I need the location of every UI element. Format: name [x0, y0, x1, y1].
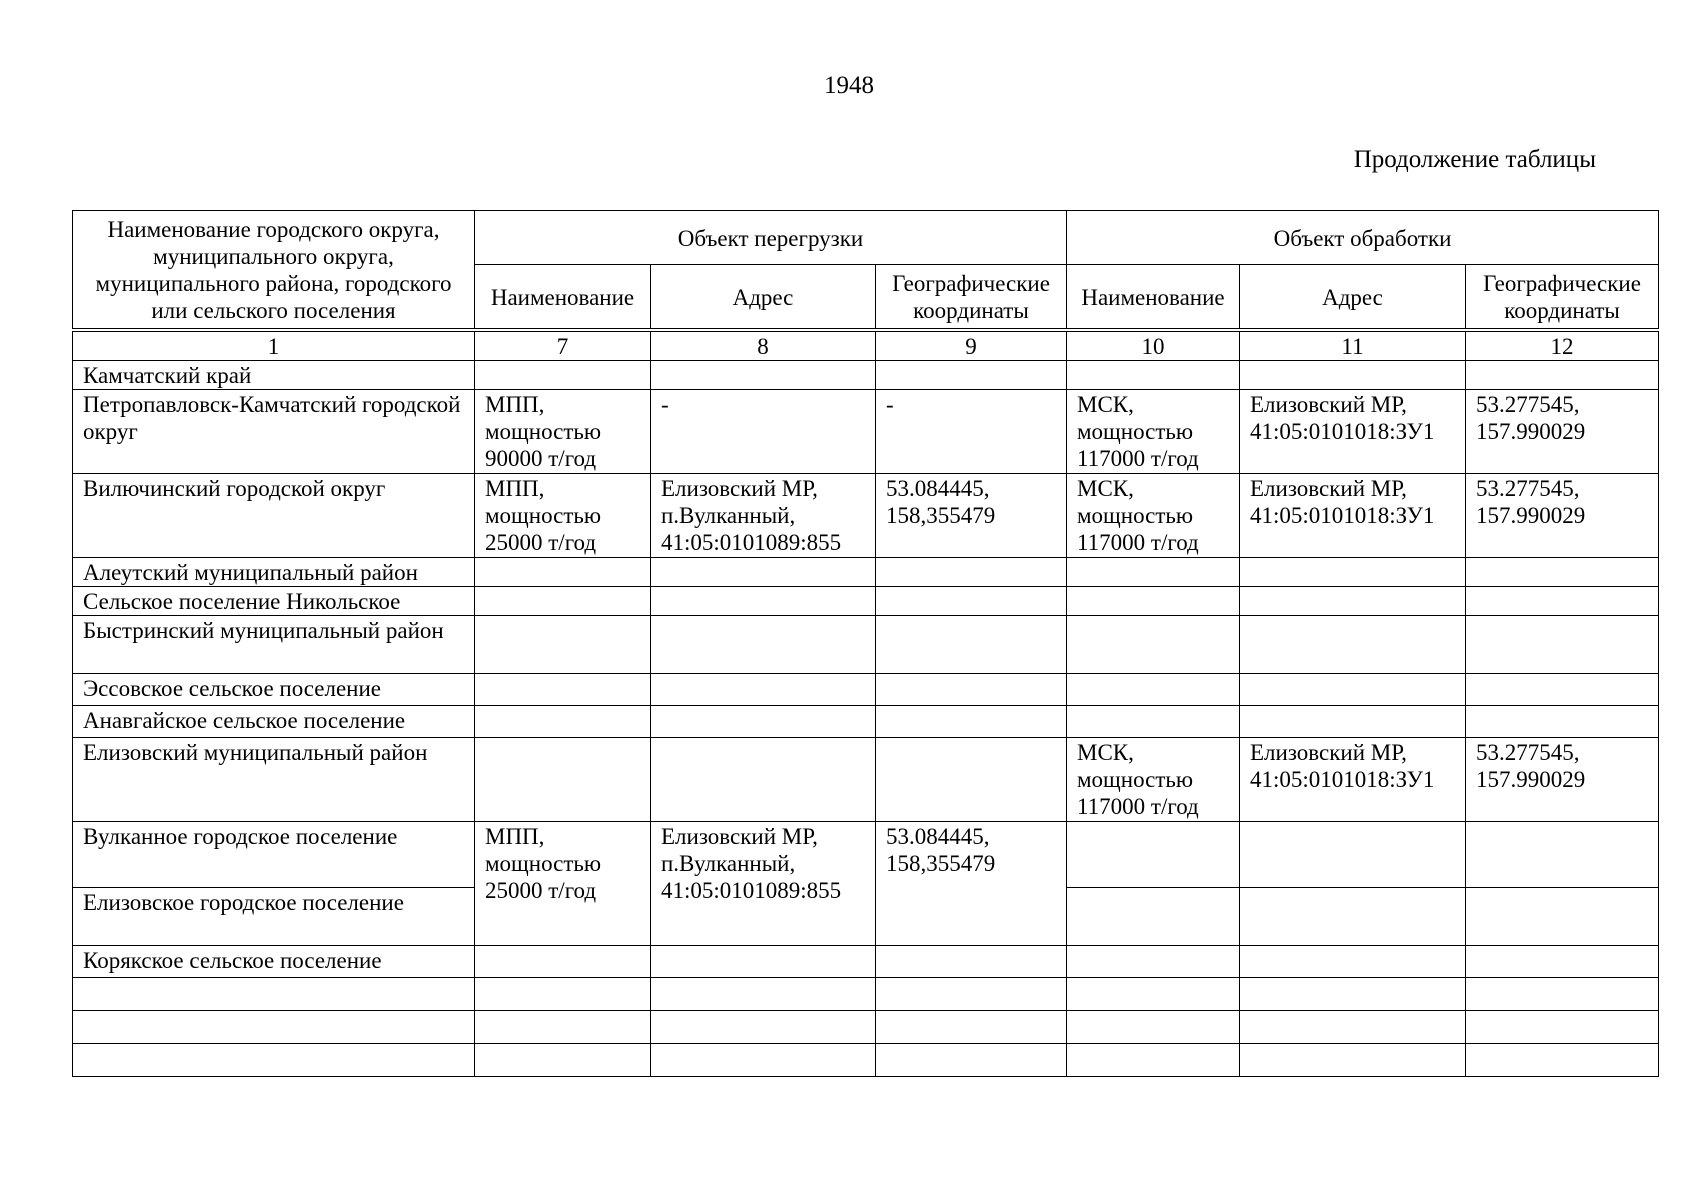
cell-transfer-address [651, 946, 876, 978]
empty-cell [1466, 1011, 1659, 1044]
cell-processing-coords [1466, 888, 1659, 946]
cell-processing-coords: 53.277545, 157.990029 [1466, 474, 1659, 558]
cell-name: Эссовское сельское поселение [73, 674, 475, 706]
cell-transfer-coords [876, 706, 1067, 738]
cell-processing-name [1067, 558, 1240, 587]
cell-processing-name [1067, 706, 1240, 738]
cell-processing-name [1067, 616, 1240, 674]
column-numbers-row [73, 330, 1659, 361]
cell-processing-name [1067, 822, 1240, 888]
continuation-label: Продолжение таблицы [1353, 146, 1596, 173]
cell-name: Анавгайское сельское поселение [73, 706, 475, 738]
empty-cell [475, 1044, 651, 1077]
cell-transfer-name: МПП, мощностью 25000 т/год [475, 822, 651, 946]
cell-transfer-name [475, 616, 651, 674]
cell-transfer-name [475, 738, 651, 822]
column-number: 10 [1067, 330, 1240, 361]
table-row [73, 587, 1659, 616]
cell-processing-address [1240, 616, 1466, 674]
cell-processing-address: Елизовский МР, 41:05:0101018:ЗУ1 [1240, 738, 1466, 822]
table-row [73, 390, 1659, 474]
cell-processing-name [1067, 674, 1240, 706]
cell-processing-name [1067, 587, 1240, 616]
table-row [73, 946, 1659, 978]
cell-transfer-name [475, 558, 651, 587]
cell-transfer-name [475, 946, 651, 978]
cell-processing-address: Елизовский МР, 41:05:0101018:ЗУ1 [1240, 474, 1466, 558]
cell-processing-coords [1466, 587, 1659, 616]
header-processing-address: Адрес [1240, 265, 1466, 331]
cell-processing-address [1240, 888, 1466, 946]
cell-processing-coords [1466, 616, 1659, 674]
cell-processing-coords [1466, 361, 1659, 390]
cell-transfer-coords [876, 738, 1067, 822]
cell-name: Алеутский муниципальный район [73, 558, 475, 587]
cell-name: Быстринский муниципальный район [73, 616, 475, 674]
table-row [73, 616, 1659, 674]
column-number: 11 [1240, 330, 1466, 361]
cell-transfer-coords [876, 587, 1067, 616]
cell-processing-coords [1466, 558, 1659, 587]
cell-processing-coords [1466, 946, 1659, 978]
empty-cell [1466, 1044, 1659, 1077]
cell-processing-name [1067, 361, 1240, 390]
column-number: 8 [651, 330, 876, 361]
cell-processing-address [1240, 674, 1466, 706]
cell-transfer-name [475, 674, 651, 706]
cell-transfer-coords [876, 946, 1067, 978]
column-number: 1 [73, 330, 475, 361]
header-transfer-object: Объект перегрузки [475, 211, 1067, 265]
cell-processing-coords [1466, 674, 1659, 706]
table-row [73, 474, 1659, 558]
cell-processing-address [1240, 587, 1466, 616]
cell-transfer-name: МПП, мощностью 25000 т/год [475, 474, 651, 558]
column-number: 12 [1466, 330, 1659, 361]
cell-name: Вилючинский городской округ [73, 474, 475, 558]
page-number: 1948 [824, 72, 874, 99]
cell-name: Петропавловск-Камчатский городской округ [73, 390, 475, 474]
empty-cell [73, 1044, 475, 1077]
table-row [73, 361, 1659, 390]
cell-processing-address [1240, 361, 1466, 390]
cell-transfer-address [651, 674, 876, 706]
cell-processing-address [1240, 706, 1466, 738]
empty-cell [651, 1011, 876, 1044]
table-row [73, 558, 1659, 587]
cell-transfer-coords [876, 674, 1067, 706]
cell-name: Корякское сельское поселение [73, 946, 475, 978]
empty-row [73, 1044, 1659, 1077]
empty-cell [876, 1011, 1067, 1044]
cell-transfer-address [651, 361, 876, 390]
empty-cell [876, 1044, 1067, 1077]
header-processing-name: Наименование [1067, 265, 1240, 331]
cell-name: Камчатский край [73, 361, 475, 390]
cell-transfer-address [651, 587, 876, 616]
cell-processing-address: Елизовский МР, 41:05:0101018:ЗУ1 [1240, 390, 1466, 474]
cell-processing-coords: 53.277545, 157.990029 [1466, 738, 1659, 822]
cell-transfer-address [651, 558, 876, 587]
empty-cell [475, 978, 651, 1011]
cell-transfer-coords: 53.084445, 158,355479 [876, 474, 1067, 558]
cell-transfer-address: - [651, 390, 876, 474]
cell-transfer-coords [876, 616, 1067, 674]
empty-cell [1067, 1011, 1240, 1044]
cell-processing-coords [1466, 706, 1659, 738]
cell-processing-coords: 53.277545, 157.990029 [1466, 390, 1659, 474]
cell-processing-name [1067, 946, 1240, 978]
empty-cell [73, 1011, 475, 1044]
empty-cell [651, 978, 876, 1011]
cell-transfer-address: Елизовский МР, п.Вулканный, 41:05:0101089:855 [651, 474, 876, 558]
column-number: 9 [876, 330, 1067, 361]
empty-cell [651, 1044, 876, 1077]
cell-transfer-address [651, 616, 876, 674]
empty-cell [1240, 1044, 1466, 1077]
header-transfer-address: Адрес [651, 265, 876, 331]
column-number: 7 [475, 330, 651, 361]
cell-transfer-address [651, 706, 876, 738]
cell-name: Елизовский муниципальный район [73, 738, 475, 822]
header-processing-coords: Географические координаты [1466, 265, 1659, 331]
header-transfer-coords: Географические координаты [876, 265, 1067, 331]
cell-processing-name [1067, 888, 1240, 946]
empty-cell [876, 978, 1067, 1011]
empty-cell [1466, 978, 1659, 1011]
table-row [73, 706, 1659, 738]
cell-transfer-coords [876, 361, 1067, 390]
table-row [73, 822, 1659, 888]
cell-processing-name: МСК, мощностью 117000 т/год [1067, 738, 1240, 822]
empty-cell [73, 978, 475, 1011]
cell-transfer-name [475, 587, 651, 616]
cell-processing-name: МСК, мощностью 117000 т/год [1067, 390, 1240, 474]
cell-transfer-name: МПП, мощностью 90000 т/год [475, 390, 651, 474]
header-settlement-name: Наименование городского округа, муниципального округа, муниципального района, городского или сельского поселения [73, 211, 475, 331]
empty-cell [1067, 1044, 1240, 1077]
cell-processing-coords [1466, 822, 1659, 888]
empty-cell [1240, 1011, 1466, 1044]
cell-transfer-address: Елизовский МР, п.Вулканный, 41:05:0101089:855 [651, 822, 876, 946]
empty-cell [475, 1011, 651, 1044]
header-transfer-name: Наименование [475, 265, 651, 331]
cell-transfer-address [651, 738, 876, 822]
empty-row [73, 978, 1659, 1011]
cell-name: Сельское поселение Никольское [73, 587, 475, 616]
empty-row [73, 1011, 1659, 1044]
cell-processing-address [1240, 946, 1466, 978]
cell-name: Вулканное городское поселение [73, 822, 475, 888]
cell-transfer-coords: - [876, 390, 1067, 474]
empty-cell [1240, 978, 1466, 1011]
cell-processing-address [1240, 558, 1466, 587]
cell-processing-address [1240, 822, 1466, 888]
settlements-table [72, 210, 1659, 1077]
cell-transfer-name [475, 706, 651, 738]
table-row [73, 674, 1659, 706]
header-processing-object: Объект обработки [1067, 211, 1659, 265]
cell-processing-name: МСК, мощностью 117000 т/год [1067, 474, 1240, 558]
empty-cell [1067, 978, 1240, 1011]
cell-transfer-coords [876, 558, 1067, 587]
table-row [73, 738, 1659, 822]
cell-transfer-coords: 53.084445, 158,355479 [876, 822, 1067, 946]
cell-name: Елизовское городское поселение [73, 888, 475, 946]
cell-transfer-name [475, 361, 651, 390]
